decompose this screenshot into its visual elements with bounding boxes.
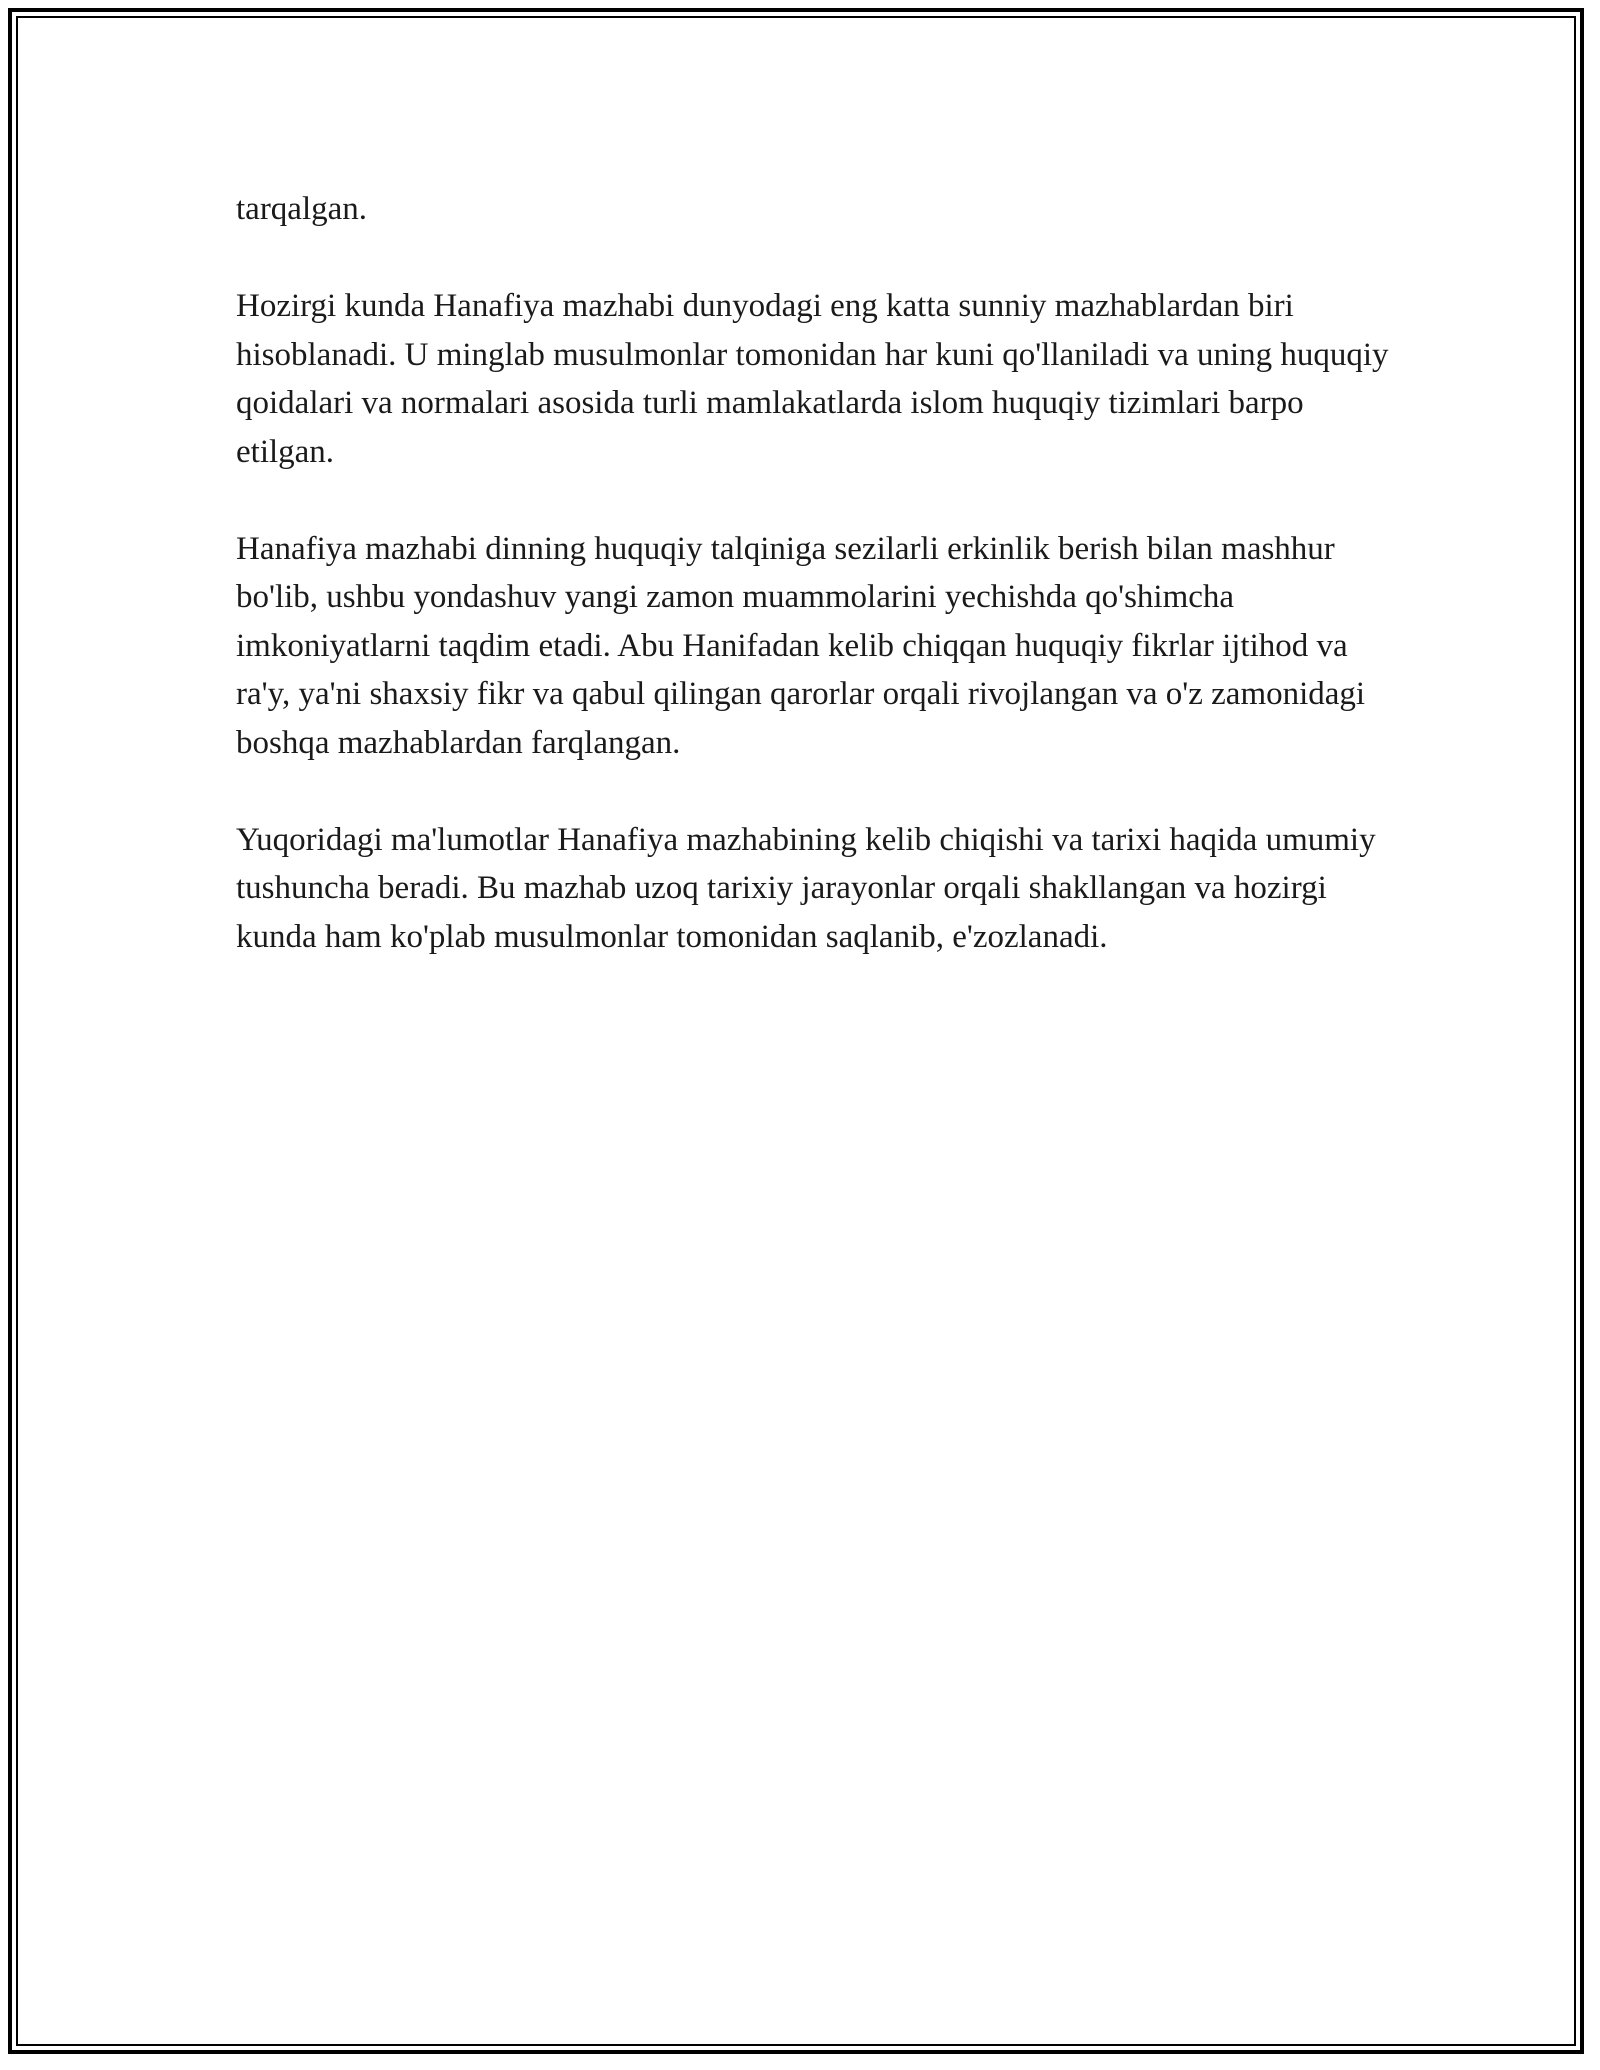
paragraph: Yuqoridagi ma'lumotlar Hanafiya mazhabining kelib chiqishi va tarixi haqida umumiy tushuncha beradi. Bu mazhab uzoq tarixiy jarayonlar orqali shakllangan va hozirgi kunda ham ko'plab musulmonlar tomonidan saqlanib, e'zozlanadi. [236,821,1376,955]
paragraph: Hozirgi kunda Hanafiya mazhabi dunyodagi eng katta sunniy mazhablardan biri hisoblanadi. U minglab musulmonlar tomonidan har kuni qo'llaniladi va uning huquqiy qoidalari va normalari asosida turli mamlakatlarda islom huquqiy tizimlari barpo etilgan. [236,288,1389,470]
paragraph-continuation: tarqalgan. [236,191,368,227]
paragraph: Hanafiya mazhabi dinning huquqiy talqiniga sezilarli erkinlik berish bilan mashhur bo'lib, ushbu yondashuv yangi zamon muammolarini yechishda qo'shimcha imkoniyatlarni taqdim etadi. Abu Hanifadan kelib chiqqan huquqiy fikrlar ijtihod va ra'y, ya'ni shaxsiy fikr va qabul qilingan qarorlar orqali rivojlangan va o'z zamonidagi boshqa mazhablardan farqlangan. [236,530,1366,761]
document-body [236,185,1396,1010]
